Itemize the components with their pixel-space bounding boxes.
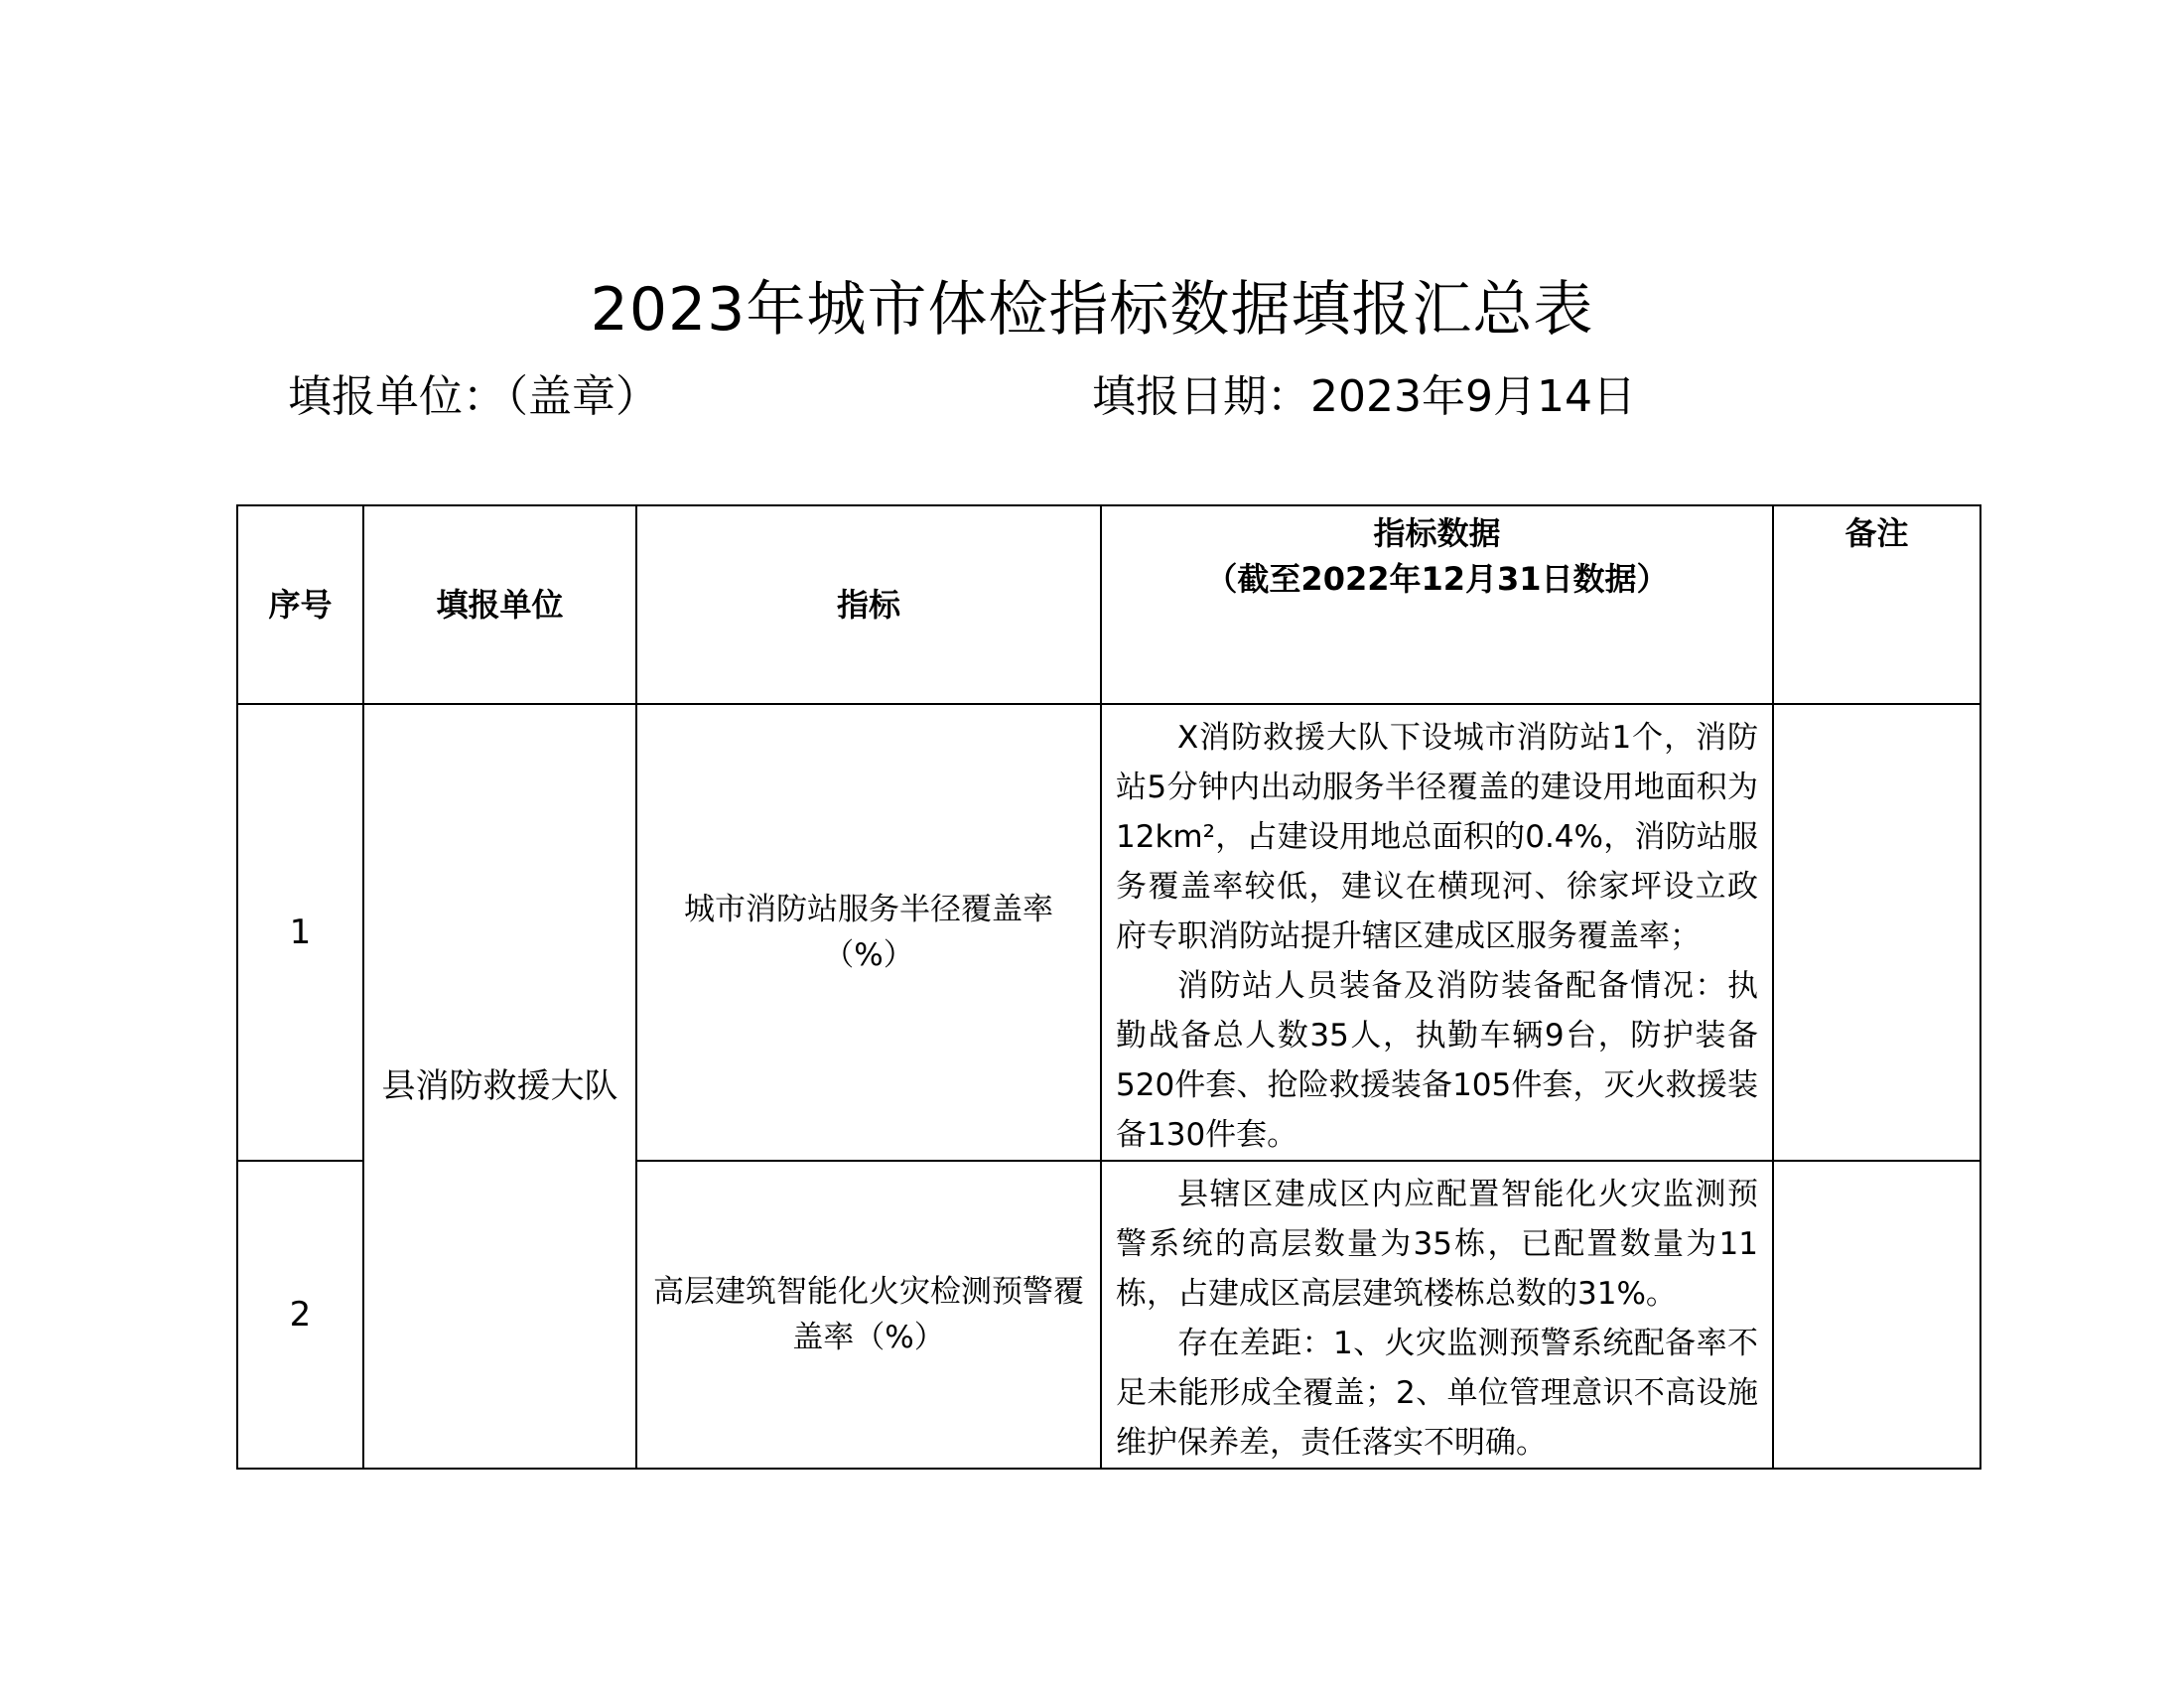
fill-unit-label: 填报单位：（盖章） xyxy=(288,371,659,422)
row-indicator: 高层建筑智能化火灾检测预警覆盖率（%） xyxy=(636,1161,1101,1469)
row-remark xyxy=(1773,704,1980,1161)
row-data-paragraph: 存在差距：1、火灾监测预警系统配备率不足未能形成全覆盖；2、单位管理意识不高设施维护保养差，责任落实不明确。 xyxy=(1116,1326,1758,1461)
header-indicator: 指标 xyxy=(636,505,1101,704)
header-seq: 序号 xyxy=(237,505,363,704)
row-data xyxy=(1101,704,1773,1161)
row-seq: 1 xyxy=(237,704,363,1161)
header-remark: 备注 xyxy=(1773,505,1980,704)
fill-date-label: 填报日期：2023年9月14日 xyxy=(1092,371,1636,422)
row-data-paragraph: 消防站人员装备及消防装备配备情况：执勤战备总人数35人，执勤车辆9台，防护装备520件套、抢险救援装备105件套，灭火救援装备130件套。 xyxy=(1116,968,1758,1153)
row-indicator: 城市消防站服务半径覆盖率（%） xyxy=(636,704,1101,1161)
header-data-subtitle: （截至2022年12月31日数据） xyxy=(1205,560,1669,598)
row-remark xyxy=(1773,1161,1980,1469)
header-unit: 填报单位 xyxy=(363,505,636,704)
page-title: 2023年城市体检指标数据填报汇总表 xyxy=(590,275,1594,345)
row-data-paragraph: X消防救援大队下设城市消防站1个，消防站5分钟内出动服务半径覆盖的建设用地面积为12km²，占建设用地总面积的0.4%，消防站服务覆盖率较低，建议在横现河、徐家坪设立政府专职消防站提升辖区建成区服务覆盖率； xyxy=(1116,720,1758,954)
row-seq: 2 xyxy=(237,1161,363,1469)
table-row xyxy=(237,704,1980,1161)
header-data xyxy=(1101,505,1773,704)
table-header-row xyxy=(237,505,1980,704)
row-data-paragraph: 县辖区建成区内应配置智能化火灾监测预警系统的高层数量为35栋，已配置数量为11栋，占建成区高层建筑楼栋总数的31%。 xyxy=(1116,1177,1758,1312)
row-unit: 县消防救援大队 xyxy=(363,704,636,1469)
row-data xyxy=(1101,1161,1773,1469)
header-data-title: 指标数据 xyxy=(1373,514,1501,552)
summary-table xyxy=(236,504,1981,1470)
